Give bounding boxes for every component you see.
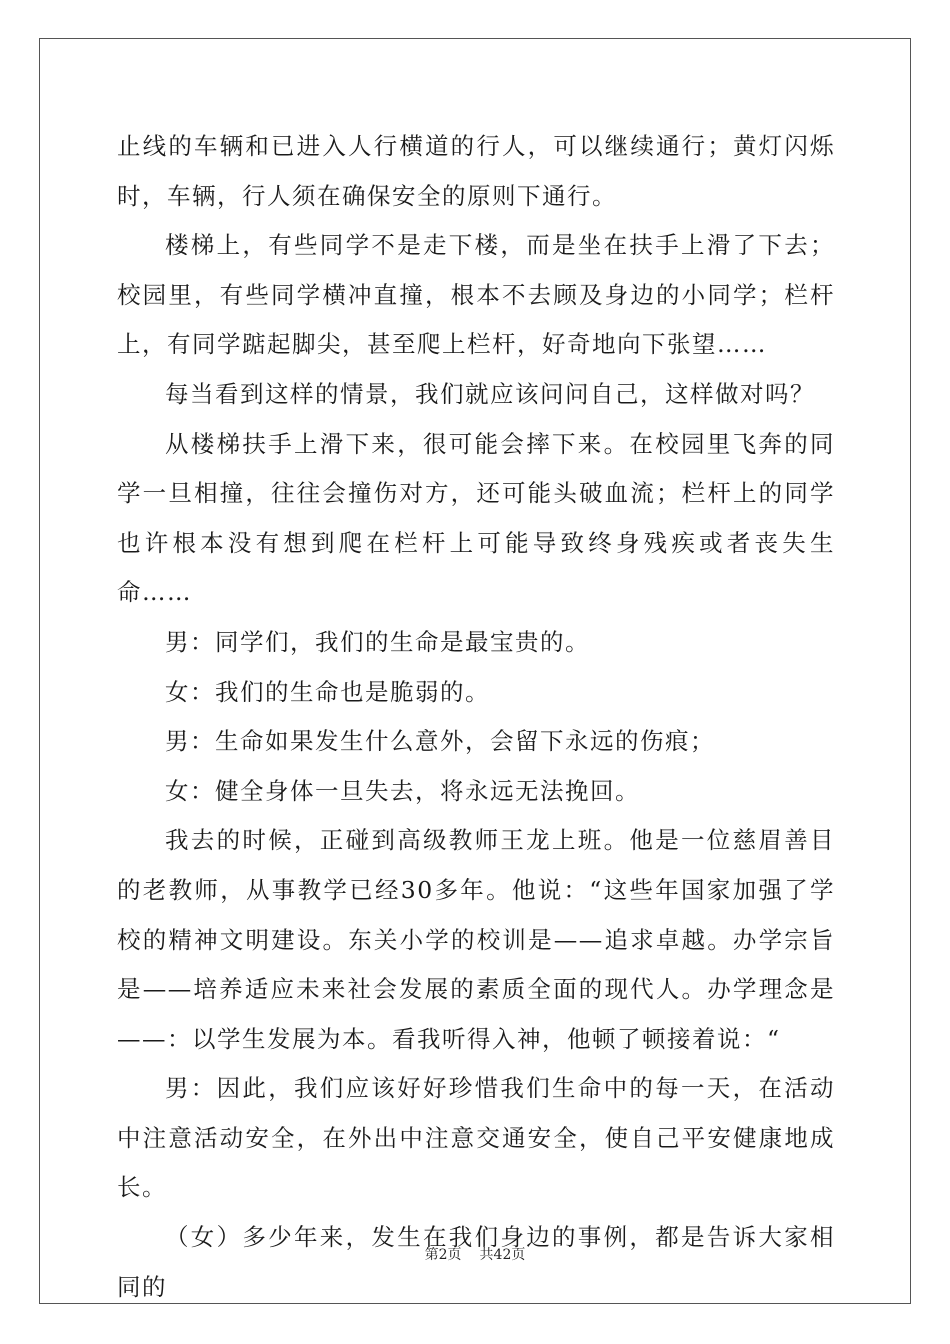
dialogue-line: 男：因此，我们应该好好珍惜我们生命中的每一天，在活动中注意活动安全，在外出中注意交通安全，使自己平安健康地成长。	[117, 1074, 835, 1202]
document-body	[117, 122, 835, 1312]
paragraph: 止线的车辆和已进入人行横道的行人，可以继续通行；黄灯闪烁时，车辆，行人须在确保安全的原则下通行。	[117, 132, 835, 210]
dialogue-line: 女：健全身体一旦失去，将永远无法挽回。	[165, 776, 640, 805]
dialogue-line: 男：同学们，我们的生命是最宝贵的。	[165, 627, 590, 656]
dialogue-line: 女：我们的生命也是脆弱的。	[165, 677, 490, 706]
paragraph: 我去的时候，正碰到高级教师王龙上班。他是一位慈眉善目的老教师，从事教学已经30多年。他说：“这些年国家加强了学校的精神文明建设。东关小学的校训是——追求卓越。办学宗旨是——培养适应未来社会发展的素质全面的现代人。办学理念是——：以学生发展为本。看我听得入神，他顿了顿接着说：“	[117, 826, 835, 1053]
paragraph: （女）多少年来，发生在我们身边的事例，都是告诉大家相同的	[117, 1223, 835, 1301]
page-number: 第2页	[424, 1247, 462, 1263]
page-total: 共42页	[479, 1247, 526, 1263]
paragraph: 楼梯上，有些同学不是走下楼，而是坐在扶手上滑了下去；校园里，有些同学横冲直撞，根本不去顾及身边的小同学；栏杆上，有同学踮起脚尖，甚至爬上栏杆，好奇地向下张望……	[117, 231, 835, 359]
paragraph: 从楼梯扶手上滑下来，很可能会摔下来。在校园里飞奔的同学一旦相撞，往往会撞伤对方，还可能头破血流；栏杆上的同学也许根本没有想到爬在栏杆上可能导致终身残疾或者丧失生命……	[117, 429, 835, 607]
paragraph: 每当看到这样的情景，我们就应该问问自己，这样做对吗？	[165, 379, 815, 408]
page-footer	[0, 1244, 950, 1264]
dialogue-line: 男：生命如果发生什么意外，会留下永远的伤痕；	[165, 727, 715, 756]
